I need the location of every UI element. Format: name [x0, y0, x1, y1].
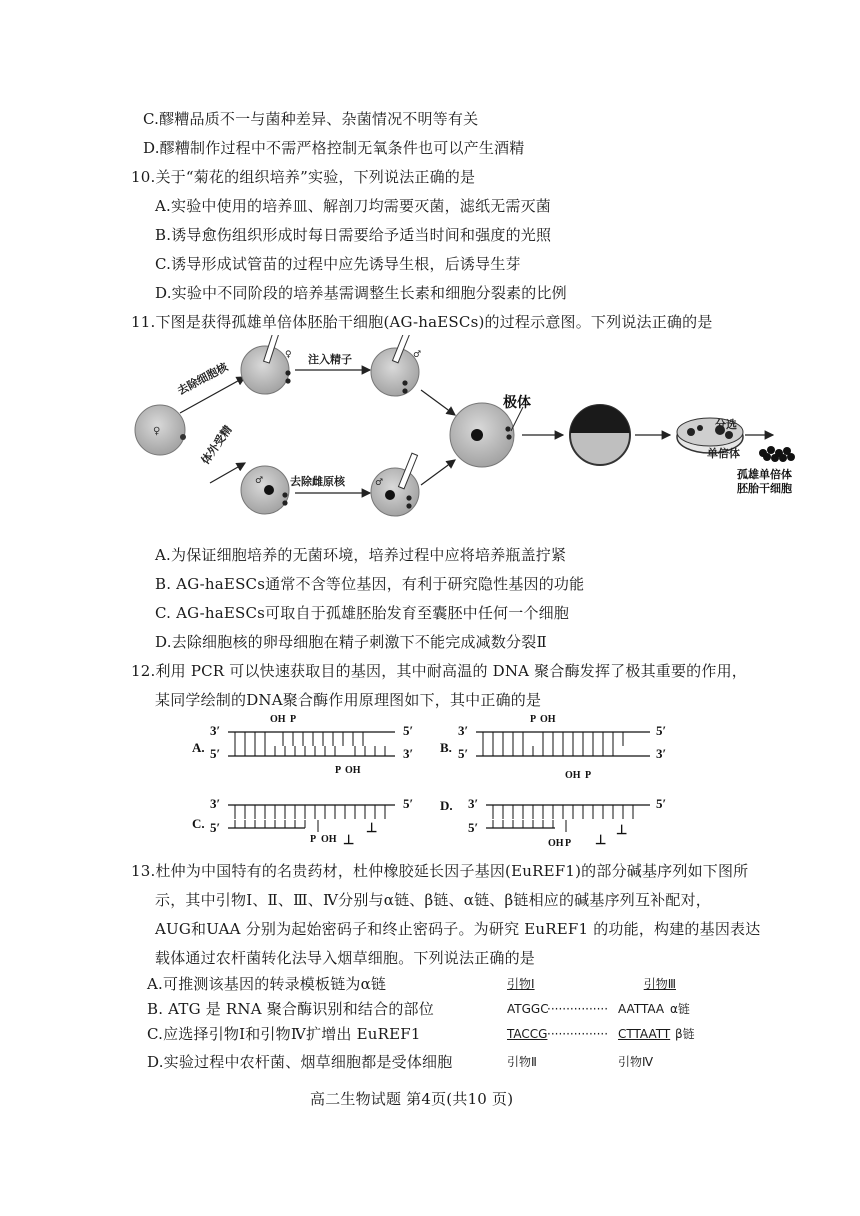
label-c: C. — [192, 816, 205, 831]
svg-text:OH: OH — [270, 714, 286, 725]
label-d: D. — [440, 798, 453, 813]
diagram-option-c — [192, 796, 413, 847]
label-a: A. — [192, 740, 205, 755]
label-b: B. — [440, 740, 452, 755]
q11-option-b: B. AG-haESCs通常不含等位基因，有利于研究隐性基因的功能 — [155, 575, 585, 593]
sperm-injected-cell — [371, 335, 421, 396]
diagram-option-d — [440, 796, 666, 849]
egg-cell-start — [135, 405, 186, 455]
svg-text:P: P — [310, 834, 317, 845]
diagram-option-a — [192, 714, 413, 776]
q10-stem: 10.关于“菊花的组织培养”实验，下列说法正确的是 — [131, 168, 476, 186]
beta-strand-label: β链 — [675, 1027, 695, 1041]
label-ivf: 体外受精 — [198, 423, 235, 467]
blastocyst — [570, 405, 630, 465]
label-result-line1: 孤雄单倍体 — [737, 468, 792, 481]
label-result-line2: 胚胎干细胞 — [737, 482, 792, 495]
page-footer: 高二生物试题 第4页(共10 页) — [310, 1090, 514, 1108]
svg-text:5′: 5′ — [210, 746, 221, 761]
svg-text:P: P — [585, 770, 592, 781]
alpha-strand-label: α链 — [670, 1002, 690, 1016]
female-symbol-upper: ♀ — [285, 350, 292, 360]
svg-text:OH: OH — [345, 765, 361, 776]
q10-option-c: C.诱导形成试管苗的过程中应先诱导生根，后诱导生芽 — [155, 255, 521, 273]
svg-text:OH: OH — [548, 838, 564, 849]
primer-1-label: 引物Ⅰ — [507, 977, 535, 991]
svg-text:3′: 3′ — [210, 723, 221, 738]
beta-strand-left: TACCG — [507, 1027, 548, 1041]
svg-text:3′: 3′ — [403, 746, 414, 761]
svg-text:P: P — [565, 838, 572, 849]
svg-text:P: P — [335, 765, 342, 776]
q13-stem-line2: 示，其中引物Ⅰ、Ⅱ、Ⅲ、Ⅳ分别与α链、β链、α链、β链相应的碱基序列互补配对， — [155, 891, 711, 909]
label-polar-body: 极体 — [503, 395, 531, 411]
primer-3-label: 引物Ⅲ — [643, 977, 676, 991]
female-symbol-start: ♀ — [153, 426, 161, 437]
q12-stem-line2: 某同学绘制的DNA聚合酶作用原理图如下，其中正确的是 — [155, 691, 542, 709]
es-cell-cluster — [759, 446, 795, 462]
svg-text:P: P — [290, 714, 297, 725]
svg-text:⊥: ⊥ — [366, 820, 378, 835]
alpha-strand-right: AATTAA — [618, 1002, 665, 1016]
svg-text:5′: 5′ — [403, 723, 414, 738]
haploid-zygote — [450, 394, 531, 467]
svg-text:3′: 3′ — [468, 796, 479, 811]
svg-text:OH: OH — [321, 834, 337, 845]
q11-option-c: C. AG-haESCs可取自于孤雄胚胎发育至囊胚中任何一个细胞 — [155, 604, 570, 622]
q11-option-a: A.为保证细胞培养的无菌环境，培养过程中应将培养瓶盖拧紧 — [155, 546, 567, 564]
q13-stem-line3: AUG和UAA 分别为起始密码子和终止密码子。为研究 EuREF1 的功能，构建的基因表达 — [155, 920, 761, 938]
svg-text:3′: 3′ — [458, 723, 469, 738]
q11-process-diagram — [125, 335, 815, 535]
q10-option-a: A.实验中使用的培养皿、解剖刀均需要灭菌，滤纸无需灭菌 — [155, 197, 552, 215]
pronucleus-removed-cell — [371, 453, 419, 516]
male-symbol-lower-2: ♂ — [375, 478, 384, 488]
svg-text:5′: 5′ — [210, 820, 221, 835]
svg-text:⊥: ⊥ — [616, 822, 628, 837]
svg-text:5′: 5′ — [468, 820, 479, 835]
q13-stem-line4: 载体通过农杆菌转化法导入烟草细胞。下列说法正确的是 — [155, 949, 536, 967]
q13-stem-line1: 13.杜仲为中国特有的名贵药材，杜仲橡胶延长因子基因(EuREF1)的部分碱基序列如下图所 — [131, 862, 749, 880]
enucleated-egg-cell — [241, 335, 292, 394]
fertilized-egg-cell — [241, 466, 289, 514]
male-symbol-lower: ♂ — [255, 476, 264, 486]
q12-dna-polymerase-diagram — [190, 710, 670, 850]
q13-option-c: C.应选择引物Ⅰ和引物Ⅳ扩增出 EuREF1 — [147, 1025, 421, 1043]
q12-stem-line1: 12.利用 PCR 可以快速获取目的基因，其中耐高温的 DNA 聚合酶发挥了极其重要的作用， — [131, 662, 747, 680]
diagram-option-b — [440, 714, 666, 781]
q9-option-c: C.醪糟品质不一与菌种差异、杂菌情况不明等有关 — [143, 110, 479, 128]
label-remove-female-pronucleus: 去除雌原核 — [290, 475, 345, 488]
svg-text:5′: 5′ — [656, 796, 667, 811]
label-remove-nucleus: 去除细胞核 — [175, 360, 230, 398]
q11-stem: 11.下图是获得孤雄单倍体胚胎干细胞(AG-haESCs)的过程示意图。下列说法正确的是 — [131, 313, 713, 331]
primer-4-label: 引物Ⅳ — [618, 1055, 654, 1069]
svg-text:OH: OH — [540, 714, 556, 725]
q10-option-d: D.实验中不同阶段的培养基需调整生长素和细胞分裂素的比例 — [155, 284, 567, 302]
male-symbol-upper: ♂ — [413, 350, 422, 360]
q13-option-d: D.实验过程中农杆菌、烟草细胞都是受体细胞 — [147, 1053, 453, 1071]
svg-text:3′: 3′ — [656, 746, 667, 761]
q10-option-b: B.诱导愈伤组织形成时每日需要给予适当时间和强度的光照 — [155, 226, 552, 244]
label-haploid: 单倍体 — [707, 447, 740, 460]
label-sort: 分选 — [715, 418, 737, 431]
beta-strand-dots: ················ — [547, 1027, 609, 1041]
svg-text:3′: 3′ — [210, 796, 221, 811]
q9-option-d: D.醪糟制作过程中不需严格控制无氧条件也可以产生酒精 — [143, 139, 525, 157]
svg-text:OH: OH — [565, 770, 581, 781]
q13-option-b: B. ATG 是 RNA 聚合酶识别和结合的部位 — [147, 1000, 434, 1018]
primer-2-label: 引物Ⅱ — [507, 1055, 537, 1069]
alpha-strand-left: ATGGC — [507, 1002, 549, 1016]
svg-text:⊥: ⊥ — [343, 832, 355, 847]
q11-option-d: D.去除细胞核的卵母细胞在精子刺激下不能完成减数分裂Ⅱ — [155, 633, 547, 651]
svg-text:5′: 5′ — [458, 746, 469, 761]
beta-strand-right: CTTAATT — [618, 1027, 671, 1041]
svg-text:5′: 5′ — [403, 796, 414, 811]
svg-text:⊥: ⊥ — [595, 832, 607, 847]
svg-text:P: P — [530, 714, 537, 725]
alpha-strand-dots: ················ — [547, 1002, 609, 1016]
svg-text:5′: 5′ — [656, 723, 667, 738]
label-inject-sperm: 注入精子 — [308, 353, 352, 366]
q13-option-a: A.可推测该基因的转录模板链为α链 — [147, 975, 387, 993]
